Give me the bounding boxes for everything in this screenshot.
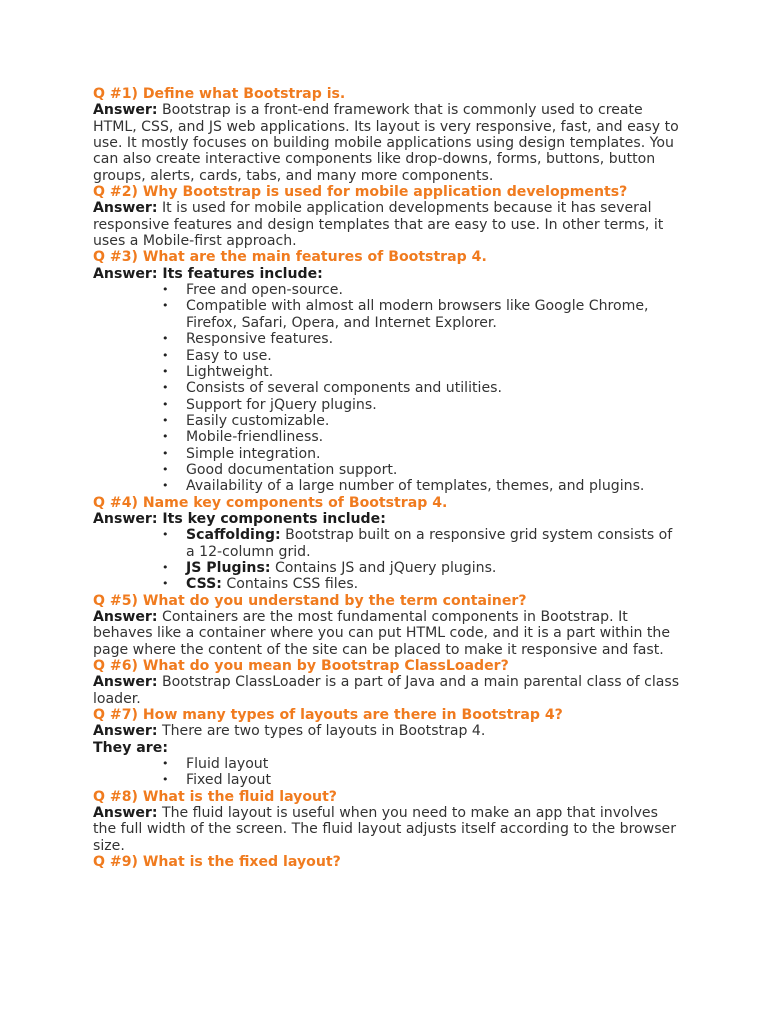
components-list (93, 527, 683, 592)
list-item: • Easily customizable. (186, 413, 683, 429)
answer-7 (93, 723, 683, 739)
question-6: Q #6) What do you mean by Bootstrap ClassLoader? (93, 658, 509, 675)
answer-2 (93, 200, 683, 249)
list-item: • Free and open-source. (186, 282, 683, 298)
list-item: • Fluid layout (186, 756, 683, 772)
component-text: Contains CSS files. (226, 576, 359, 593)
answer-8-text: The fluid layout is useful when you need to make an app that involves the full width of the screen. The fluid layout adjusts itself according to the browser size. (93, 805, 677, 854)
answer-label: Answer: (93, 723, 158, 740)
component-text: Contains JS and jQuery plugins. (274, 559, 497, 576)
question-4: Q #4) Name key components of Bootstrap 4. (93, 494, 448, 511)
list-item: • Support for jQuery plugins. (186, 397, 683, 413)
list-item: • Consists of several components and utilities. (186, 380, 683, 396)
list-item: • Fixed layout (186, 772, 683, 788)
list-item: • Simple integration. (186, 446, 683, 462)
list-item (186, 560, 683, 576)
list-item: • Compatible with almost all modern browsers like Google Chrome, Firefox, Safari, Opera, and Internet Explorer. (186, 298, 683, 331)
question-1: Q #1) Define what Bootstrap is. (93, 86, 346, 102)
list-item: • Good documentation support. (186, 462, 683, 478)
list-item: • Availability of a large number of templates, themes, and plugins. (186, 478, 683, 494)
question-9: Q #9) What is the fixed layout? (93, 854, 341, 871)
question-5: Q #5) What do you understand by the term container? (93, 592, 527, 609)
answer-5 (93, 609, 683, 658)
list-item (186, 576, 683, 592)
list-item: • Lightweight. (186, 364, 683, 380)
component-term: CSS: (186, 576, 222, 593)
answer-7-subhead: They are: (93, 739, 168, 756)
answer-label: Answer: (93, 805, 158, 822)
answer-4-subhead: Answer: Its key components include: (93, 510, 386, 527)
list-item: • Easy to use. (186, 348, 683, 364)
answer-1-text: Bootstrap is a front-end framework that is commonly used to create HTML, CSS, and JS web applications. Its layout is very responsive, fast, and easy to use. It mostly focuses on building mobile applications using design templates. You can also create interactive components like drop-downs, forms, buttons, button groups, alerts, cards, tabs, and many more components. (93, 102, 679, 184)
answer-7-text: There are two types of layouts in Bootstrap 4. (161, 723, 486, 740)
answer-label: Answer: (93, 102, 158, 119)
component-term: Scaffolding: (186, 527, 281, 544)
features-list (93, 282, 683, 494)
answer-label: Answer: (93, 674, 158, 691)
answer-1 (93, 102, 683, 184)
question-8: Q #8) What is the fluid layout? (93, 788, 337, 805)
answer-6-text: Bootstrap ClassLoader is a part of Java and a main parental class of class loader. (93, 674, 680, 707)
list-item: • Responsive features. (186, 331, 683, 347)
answer-label: Answer: (93, 200, 158, 217)
question-7: Q #7) How many types of layouts are there in Bootstrap 4? (93, 707, 563, 724)
component-text: Bootstrap built on a responsive grid system consists of a 12-column grid. (186, 527, 673, 560)
answer-3-subhead: Answer: Its features include: (93, 265, 323, 282)
component-term: JS Plugins: (186, 559, 271, 576)
answer-label: Answer: (93, 609, 158, 625)
document-page (93, 86, 683, 871)
answer-2-text: It is used for mobile application developments because it has several responsive features and design templates that are easy to use. In other terms, it uses a Mobile-first approach. (93, 200, 664, 250)
answer-8 (93, 805, 683, 854)
answer-6 (93, 674, 683, 707)
answer-5-text: Containers are the most fundamental components in Bootstrap. It behaves like a container where you can put HTML code, and it is a part within the page where the content of the site can be placed to make it responsive and fast. (93, 609, 671, 658)
list-item (186, 527, 683, 560)
question-3: Q #3) What are the main features of Bootstrap 4. (93, 249, 487, 266)
layouts-list (93, 756, 683, 789)
question-2: Q #2) Why Bootstrap is used for mobile application developments? (93, 184, 628, 201)
list-item: • Mobile-friendliness. (186, 429, 683, 445)
